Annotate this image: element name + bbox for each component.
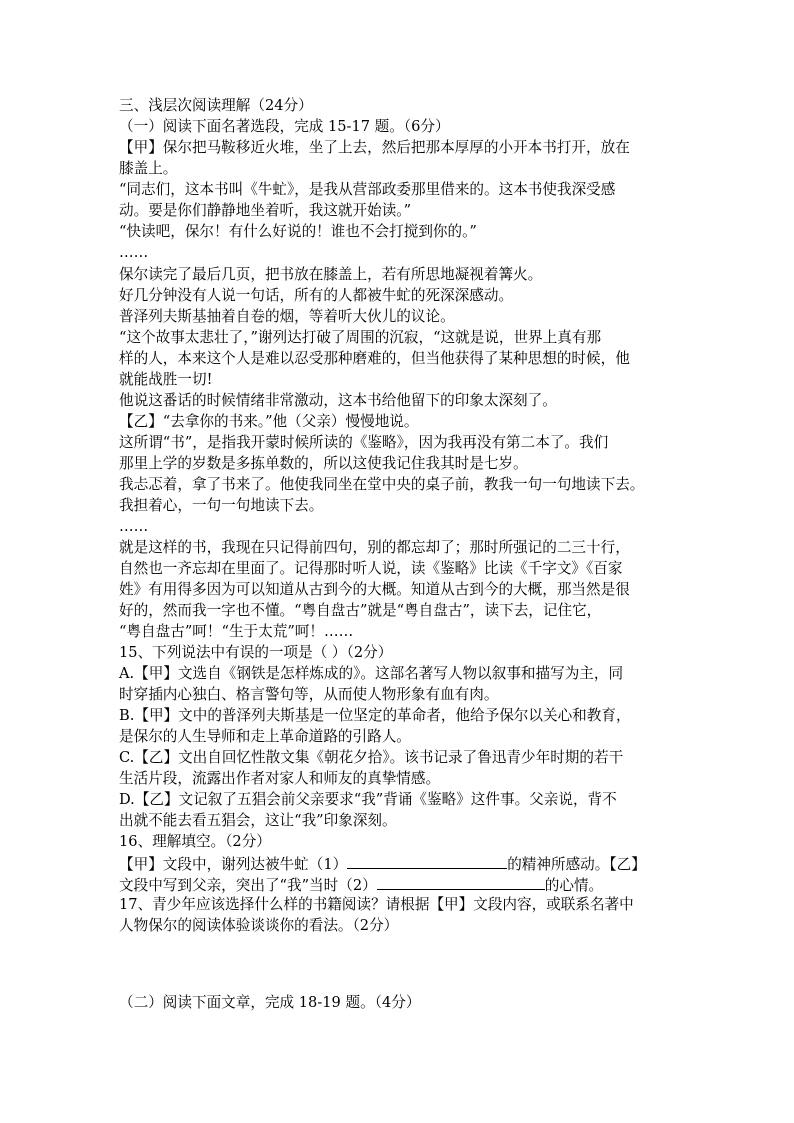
option-b: B.【甲】文中的普泽列夫斯基是一位坚定的革命者，他给予保尔以关心和教育， — [119, 707, 631, 724]
question-17-stem: 17、青少年应该选择什么样的书籍阅读？请根据【甲】文段内容，或联系名著中 — [119, 896, 634, 913]
passage-ellipsis: …… — [119, 244, 149, 261]
option-a: A.【甲】文选自《钢铁是怎样炼成的》。这部名著写人物以叙事和描写为主，同 — [119, 665, 624, 682]
part1-heading: （一）阅读下面名著选段，完成 15-17 题。（6分） — [119, 118, 450, 135]
passage-line: 普泽列夫斯基抽着自卷的烟，等着听大伙儿的议论。 — [119, 308, 455, 325]
answer-blank-2[interactable] — [377, 873, 545, 890]
passage-line: 保尔读完了最后几页，把书放在膝盖上，若有所思地凝视着篝火。 — [119, 266, 543, 283]
fill-text: 的精神所感动。【乙】 — [507, 856, 646, 873]
option-c: C.【乙】文出自回忆性散文集《朝花夕拾》。该书记录了鲁迅青少年时期的若干 — [119, 749, 624, 766]
passage-line: 那里上学的岁数是多拣单数的，所以这使我记住我其时是七岁。 — [119, 455, 528, 472]
question-15-stem: 15、下列说法中有误的一项是（ ）（2分） — [119, 644, 393, 661]
passage-line: “粤自盘古”呵！“生于太荒”呵！…… — [119, 623, 354, 640]
section-title: 三、浅层次阅读理解（24分） — [119, 97, 313, 114]
passage-line: 姓》有用得多因为可以知道从古到今的大概。知道从古到今的大概，那当然是很 — [119, 581, 630, 598]
option-d-cont: 出就不能去看五猖会，这让“我”印象深刻。 — [119, 812, 397, 829]
option-d: D.【乙】文记叙了五猖会前父亲要求“我”背诵《鉴略》这件事。父亲说，背不 — [119, 791, 617, 808]
part2-heading: （二）阅读下面文章，完成 18-19 题。（4分） — [119, 994, 421, 1011]
fill-text: 文段中写到父亲，突出了“我”当时（2） — [119, 877, 377, 894]
option-b-cont: 是保尔的人生导师和走上革命道路的引路人。 — [119, 728, 411, 745]
option-c-cont: 生活片段，流露出作者对家人和师友的真挚情感。 — [119, 770, 441, 787]
passage-line: 膝盖上。 — [119, 160, 178, 177]
passage-line: 【甲】保尔把马鞍移近火堆，坐了上去，然后把那本厚厚的小开本书打开，放在 — [119, 139, 630, 156]
passage-line: 我忐忑着，拿了书来了。他使我同坐在堂中央的桌子前，教我一句一句地读下去。 — [119, 476, 645, 493]
passage-line: 好的，然而我一字也不懂。“粤自盘古”就是“粤自盘古”，读下去，记住它， — [119, 602, 602, 619]
option-a-cont: 时穿插内心独白、格言警句等，从而使人物形象有血有肉。 — [119, 686, 499, 703]
fill-text: 的心情。 — [544, 877, 604, 894]
passage-line: 他说这番话的时候情绪非常激动，这本书给他留下的印象太深刻了。 — [119, 392, 557, 409]
question-16-line-1 — [119, 852, 679, 875]
passage-line: 动。要是你们静静地坐着听，我这就开始读。” — [119, 202, 412, 219]
passage-line: “快读吧，保尔！有什么好说的！谁也不会打搅到你的。” — [119, 223, 477, 240]
question-16-stem: 16、理解填空。（2分） — [119, 833, 271, 850]
question-17-stem-cont: 人物保尔的阅读体验谈谈你的看法。（2分） — [119, 917, 399, 934]
passage-line: 这所谓“书”，是指我开蒙时候所读的《鉴略》，因为我再没有第二本了。我们 — [119, 434, 609, 451]
passage-line: “这个故事太悲壮了，”谢列达打破了周围的沉寂，“这就是说，世界上真有那 — [119, 329, 602, 346]
passage-line: 样的人，本来这个人是难以忍受那种磨难的，但当他获得了某种思想的时候，他 — [119, 350, 630, 367]
passage-ellipsis: …… — [119, 518, 149, 535]
passage-line: 就能战胜一切! — [119, 371, 213, 388]
answer-blank-1[interactable] — [347, 852, 507, 869]
fill-text: 【甲】文段中，谢列达被牛虻（1） — [119, 856, 348, 873]
question-16-line-2 — [119, 873, 679, 896]
passage-line: 我担着心，一句一句地读下去。 — [119, 497, 324, 514]
passage-line: 【乙】“去拿你的书来。”他（父亲）慢慢地说。 — [119, 413, 419, 430]
passage-line: 就是这样的书，我现在只记得前四句，别的都忘却了；那时所强记的二三十行， — [119, 539, 630, 556]
passage-line: 好几分钟没有人说一句话，所有的人都被牛虻的死深深感动。 — [119, 287, 514, 304]
passage-line: 自然也一齐忘却在里面了。记得那时听人说，读《鉴略》比读《千字文》《百家 — [119, 560, 623, 577]
passage-line: “同志们，这本书叫《牛虻》，是我从营部政委那里借来的。这本书使我深受感 — [119, 181, 616, 198]
